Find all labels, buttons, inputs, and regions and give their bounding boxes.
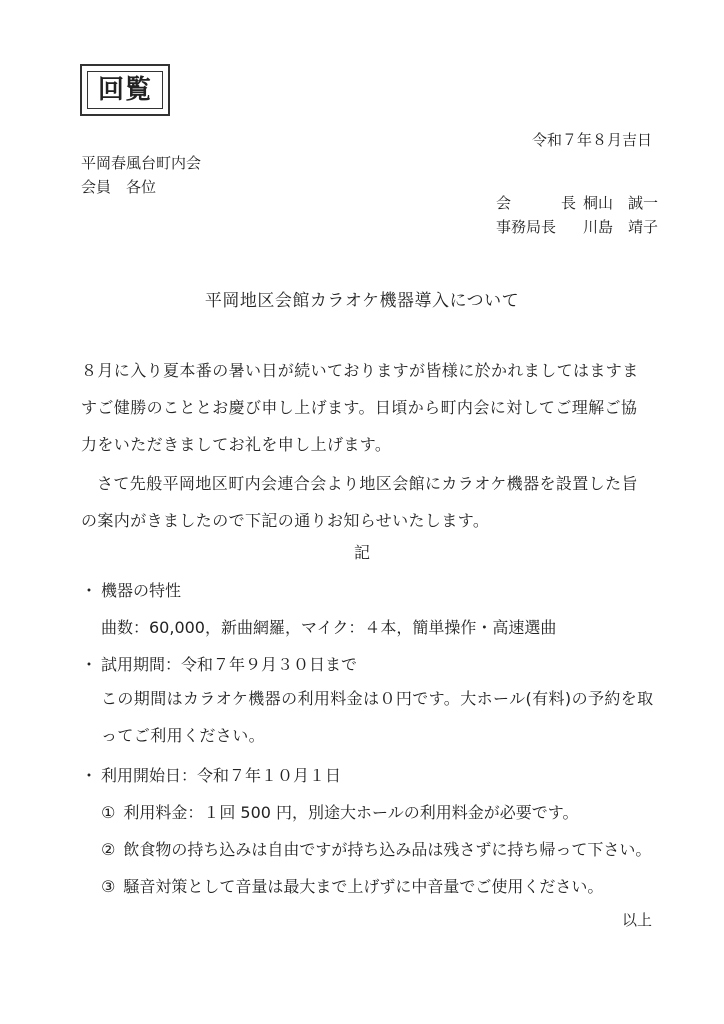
signature-chairman-role-char-1: 会 [496, 194, 512, 212]
item-trial-period [81, 654, 357, 676]
signature-secretary-surname: 川島 [583, 218, 614, 236]
item-start-date-subitem-food [101, 839, 651, 861]
item-equipment-features-detail: 曲数：60,000，新曲網羅，マイク：４本，簡単操作・高速選曲 [101, 618, 557, 637]
body-paragraph-greeting: ８月に入り夏本番の暑い日が続いておりますが皆様に於かれましてはますますご健勝のこととお慶び申し上げます。日頃から町内会に対してご理解ご協力をいただきましてお礼を申し上げます。 [81, 361, 639, 454]
document-title: 平岡地区会館カラオケ機器導入について [204, 291, 520, 311]
subitem-text: 飲食物の持ち込みは自由ですが持ち込み品は残さずに持ち帰って下さい。 [123, 840, 652, 859]
signature-chairman-given-name: 誠一 [627, 194, 658, 212]
subitem-number: ② [101, 840, 116, 859]
item-equipment-features-title: 機器の特性 [101, 581, 182, 600]
ki-heading: 記 [353, 543, 370, 562]
circulation-stamp [80, 64, 170, 116]
signature-chairman-name [583, 193, 658, 213]
circulation-stamp-inner-border [87, 71, 163, 109]
item-trial-period-detail: この期間はカラオケ機器の利用料金は０円です。大ホール(有料)の予約を取ってご利用ください。 [101, 689, 654, 745]
item-start-date-subitem-noise [101, 876, 603, 898]
signature-secretary [496, 217, 658, 237]
closing-remark: 以上 [621, 911, 652, 929]
signature-secretary-given-name: 靖子 [627, 218, 658, 236]
signature-secretary-role [496, 217, 576, 237]
signature-chairman-role-char-2: 長 [560, 194, 576, 212]
item-start-date [81, 765, 341, 787]
circulation-stamp-label: 回覧 [97, 75, 152, 105]
signature-chairman-role [496, 193, 576, 213]
bullet-mark: ・ [81, 655, 98, 674]
item-start-date-title: 利用開始日：令和７年１０月１日 [101, 766, 342, 785]
document-date: 令和７年８月吉日 [531, 131, 652, 149]
subitem-number: ③ [101, 877, 116, 896]
subitem-text: 騒音対策として音量は最大まで上げずに中音量でご使用ください。 [123, 877, 604, 896]
bullet-mark: ・ [81, 581, 98, 600]
bullet-mark: ・ [81, 766, 98, 785]
signature-secretary-role-text: 事務局長 [496, 218, 557, 236]
recipient-organization: 平岡春風台町内会 [81, 154, 202, 172]
item-trial-period-title: 試用期間：令和７年９月３０日まで [101, 655, 358, 674]
recipient-members: 会員 各位 [81, 178, 157, 196]
body-paragraph-notice: さて先般平岡地区町内会連合会より地区会館にカラオケ機器を設置した旨の案内がきましたので下記の通りお知らせいたします。 [81, 474, 638, 530]
signature-chairman [496, 193, 658, 213]
subitem-text: 利用料金：１回 500 円，別途大ホールの利用料金が必要です。 [123, 803, 579, 822]
signature-chairman-surname: 桐山 [583, 194, 614, 212]
item-equipment-features [81, 580, 181, 602]
signature-secretary-name [583, 217, 658, 237]
item-start-date-subitem-fee [101, 802, 578, 824]
subitem-number: ① [101, 803, 116, 822]
